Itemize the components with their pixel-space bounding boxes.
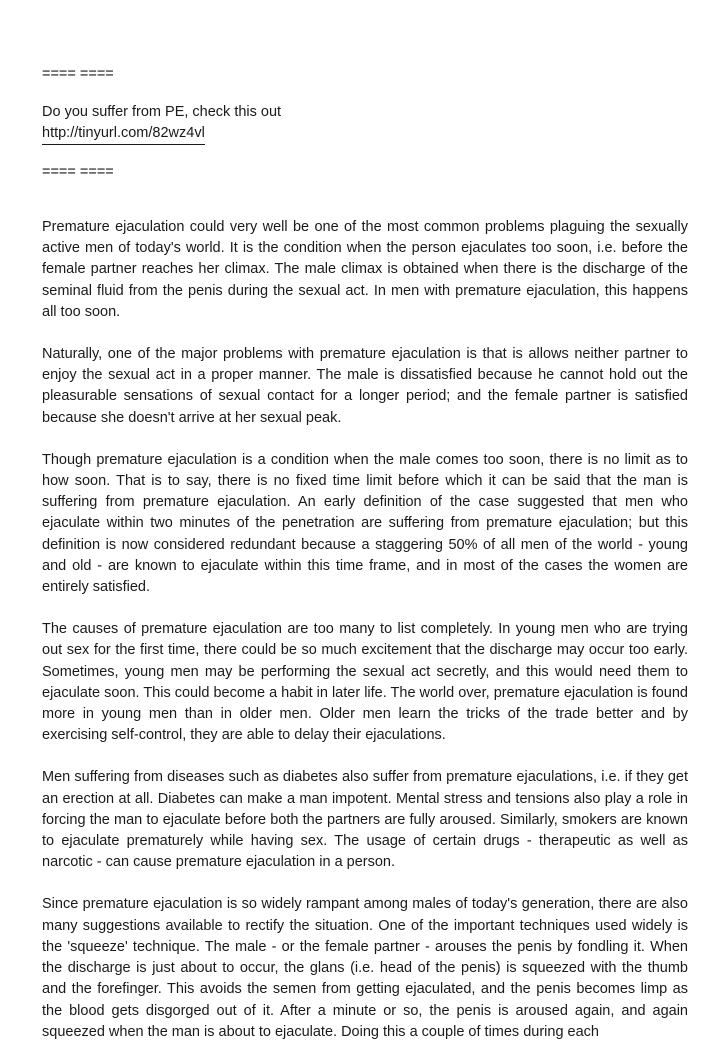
spacer <box>42 183 688 217</box>
promo-link[interactable]: http://tinyurl.com/82wz4vl <box>42 123 205 145</box>
spacer <box>42 145 688 162</box>
paragraph-6: Since premature ejaculation is so widely rampant among males of today's generation, there are also many suggestions available to rectify the situation. One of the important techniques used widely is the 'squeeze' technique. The male - or the female partner - arouses the penis by fondling it. When the discharge is just about to occur, the glans (i.e. head of the penis) is squeezed with the thumb and the forefinger. This avoids the semen from getting ejaculated, and the penis becomes limp as the blood gets disgorged out of it. After a minute or so, the penis is aroused again, and again squeezed when the man is about to ejaculate. Doing this a couple of times during each <box>42 896 688 1040</box>
document-page <box>42 64 688 1043</box>
paragraph-5: Men suffering from diseases such as diabetes also suffer from premature ejaculations, i.e. if they get an erection at all. Diabetes can make a man impotent. Mental stress and tensions also play a role in forcing the man to ejaculate before both the partners are fully aroused. Similarly, smokers are known to ejaculate prematurely while having sex. The usage of certain drugs - therapeutic as well as narcotic - can cause premature ejaculation in a person. <box>42 769 688 871</box>
spacer <box>42 85 688 102</box>
paragraph-4: The causes of premature ejaculation are too many to list completely. In young men who are trying out sex for the first time, there could be so much excitement that the discharge may occur too early. Sometimes, young men may be performing the sexual act secretly, and this would need them to ejaculate soon. This could become a habit in later life. The world over, premature ejaculation is found more in young men than in older men. Older men learn the tricks of the trade better and by exercising self-control, they are able to delay their ejaculations. <box>42 621 688 744</box>
promo-text: Do you suffer from PE, check this out <box>42 104 282 120</box>
separator-bottom: ==== ==== <box>42 164 114 180</box>
paragraph-3: Though premature ejaculation is a condition when the male comes too soon, there is no limit as to how soon. That is to say, there is no fixed time limit before which it can be said that the man is suffering from premature ejaculation. An early definition of the case suggested that men who ejaculate within two minutes of the penetration are suffering from premature ejaculation; but this definition is now considered redundant because a staggering 50% of all men of the world - young and old - are known to ejaculate within this time frame, and in most of the cases the women are entirely satisfied. <box>42 451 688 596</box>
separator-top: ==== ==== <box>42 66 114 82</box>
paragraph-2: Naturally, one of the major problems with premature ejaculation is that is allows neither partner to enjoy the sexual act in a proper manner. The male is dissatisfied because he cannot hold out the pleasurable sensations of sexual contact for a longer period; and the female partner is satisfied because she doesn't arrive at her sexual peak. <box>42 346 688 426</box>
paragraph-1: Premature ejaculation could very well be one of the most common problems plaguing the sexually active men of today's world. It is the condition when the person ejaculates too soon, i.e. before the female partner reaches her climax. The male climax is obtained when there is the discharge of the seminal fluid from the penis during the sexual act. In men with premature ejaculation, this happens all too soon. <box>42 219 688 320</box>
